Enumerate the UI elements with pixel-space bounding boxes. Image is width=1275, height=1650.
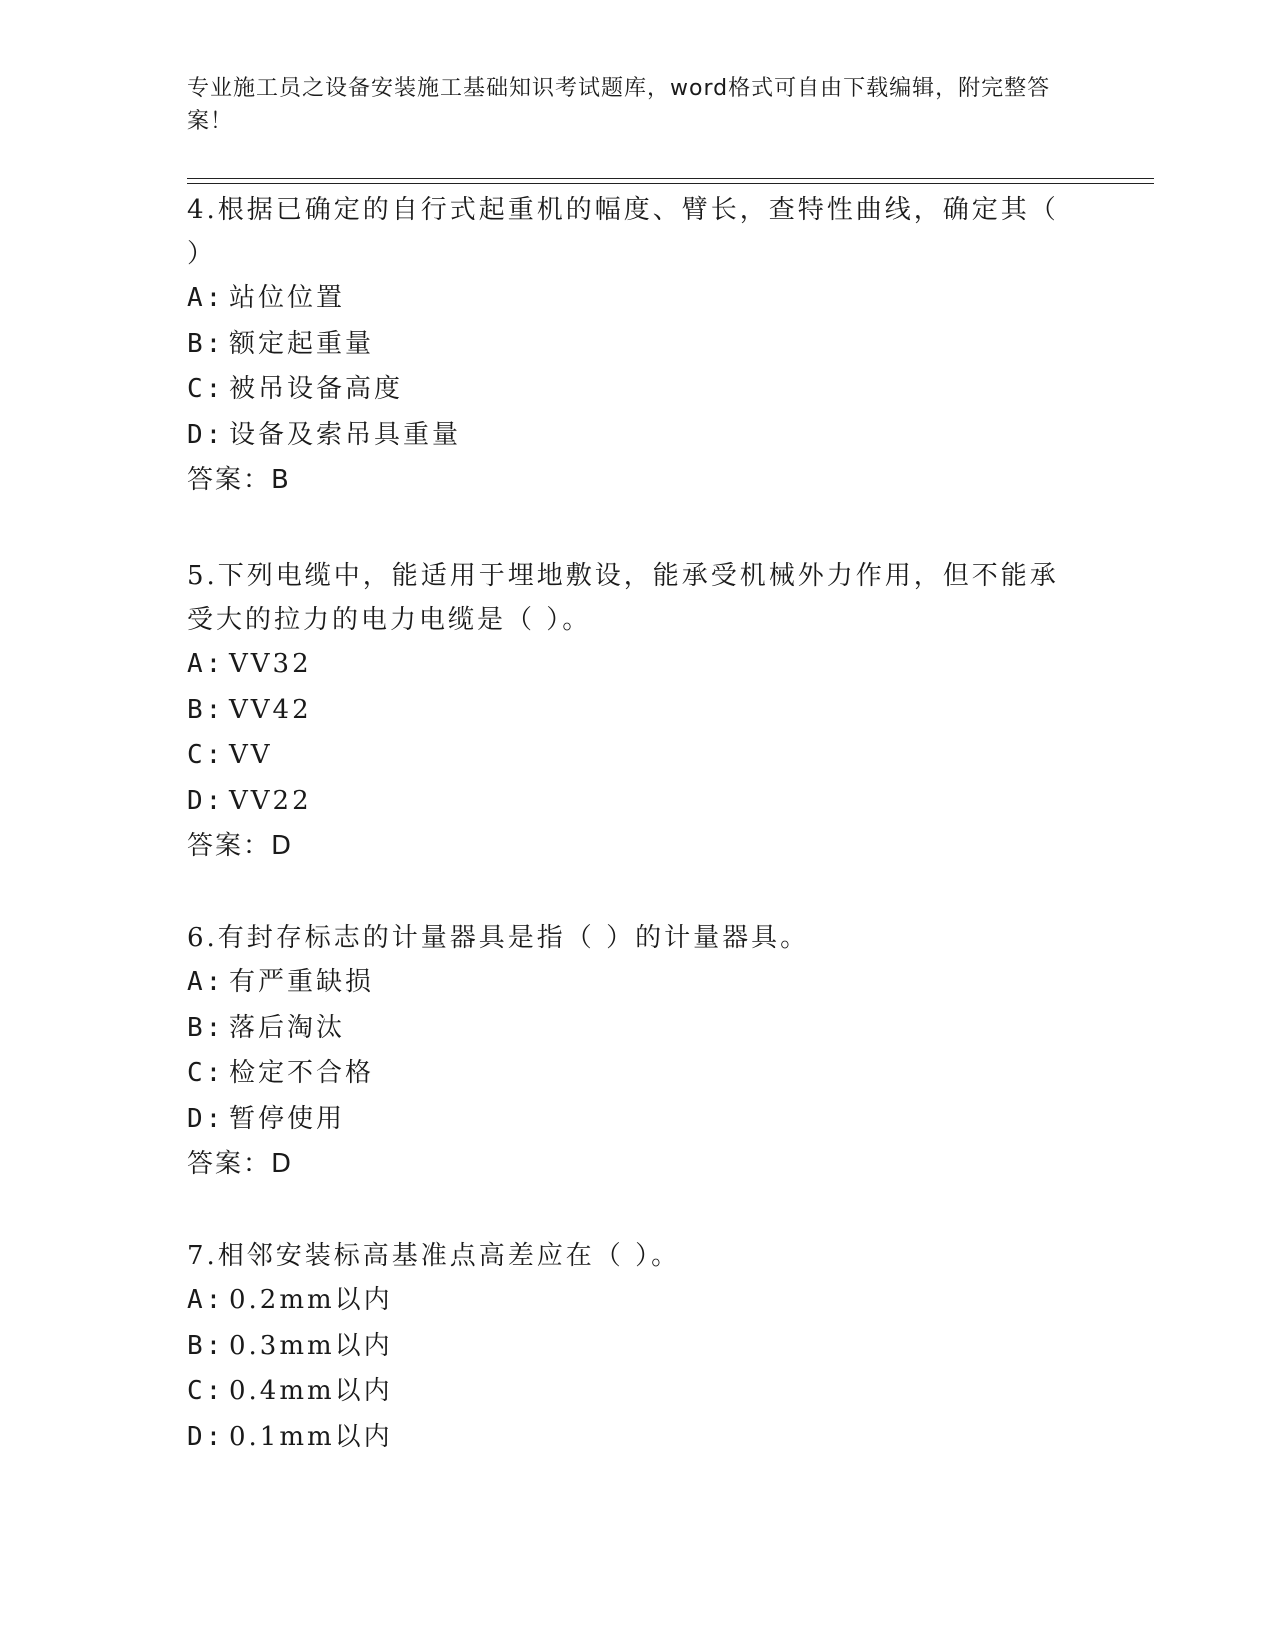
option-list — [187, 276, 1067, 458]
option-text: 设备及索吊具重量 — [229, 419, 462, 450]
option-letter: A: — [187, 283, 225, 313]
option-a — [187, 1278, 1067, 1324]
question-stem: 4.根据已确定的自行式起重机的幅度、臂长，查特性曲线，确定其（ ） — [187, 195, 1059, 269]
question-4 — [187, 188, 1067, 502]
option-letter: A: — [187, 1285, 225, 1315]
option-text: VV32 — [229, 649, 312, 679]
option-d — [187, 779, 1067, 825]
option-text: VV — [229, 740, 273, 770]
option-text: 暂停使用 — [229, 1103, 346, 1134]
option-a — [187, 642, 1067, 688]
header-divider-bottom — [187, 183, 1154, 184]
question-6 — [187, 916, 1067, 1186]
option-text: 有严重缺损 — [229, 967, 375, 997]
option-d — [187, 413, 1067, 459]
option-letter: A: — [187, 649, 225, 679]
option-letter: D: — [187, 1421, 225, 1452]
option-text: 被吊设备高度 — [229, 374, 404, 404]
option-text: 0.2mm以内 — [229, 1285, 393, 1315]
option-text: 检定不合格 — [229, 1058, 375, 1088]
option-b — [187, 1324, 1067, 1370]
option-letter: B: — [187, 328, 225, 359]
option-c — [187, 1051, 1067, 1097]
option-letter: B: — [187, 1012, 225, 1043]
option-letter: C: — [187, 1058, 225, 1088]
option-text: 0.4mm以内 — [229, 1376, 393, 1406]
option-c — [187, 367, 1067, 413]
option-a — [187, 276, 1067, 322]
option-text: 落后淘汰 — [229, 1012, 346, 1043]
option-letter: D: — [187, 1103, 225, 1134]
question-5 — [187, 554, 1067, 868]
question-stem: 6.有封存标志的计量器具是指（ ）的计量器具。 — [187, 923, 810, 953]
option-text: VV22 — [229, 785, 312, 816]
option-text: 0.1mm以内 — [229, 1421, 393, 1452]
option-b — [187, 1006, 1067, 1052]
option-a — [187, 960, 1067, 1006]
option-c — [187, 1369, 1067, 1415]
option-b — [187, 688, 1067, 734]
option-list — [187, 642, 1067, 824]
header-divider-top — [187, 178, 1154, 179]
option-text: 站位位置 — [229, 283, 346, 313]
answer-line: 答案：B — [187, 465, 291, 495]
option-list — [187, 1278, 1067, 1460]
option-letter: A: — [187, 967, 225, 997]
option-letter: B: — [187, 694, 225, 725]
option-letter: C: — [187, 740, 225, 770]
answer-line: 答案：D — [187, 831, 294, 861]
option-d — [187, 1415, 1067, 1461]
option-letter: C: — [187, 1376, 225, 1406]
document-header: 专业施工员之设备安装施工基础知识考试题库，word格式可自由下载编辑，附完整答案！ — [187, 76, 1051, 134]
option-text: 0.3mm以内 — [229, 1330, 393, 1361]
option-letter: D: — [187, 785, 225, 816]
question-7 — [187, 1234, 1067, 1460]
option-c — [187, 733, 1067, 779]
question-stem: 5.下列电缆中，能适用于埋地敷设，能承受机械外力作用，但不能承受大的拉力的电力电缆是（ ）。 — [187, 561, 1059, 635]
option-b — [187, 322, 1067, 368]
option-d — [187, 1097, 1067, 1143]
option-letter: B: — [187, 1330, 225, 1361]
option-letter: C: — [187, 374, 225, 404]
option-letter: D: — [187, 419, 225, 450]
option-list — [187, 960, 1067, 1142]
option-text: VV42 — [229, 694, 312, 725]
answer-line: 答案：D — [187, 1149, 294, 1179]
option-text: 额定起重量 — [229, 328, 375, 359]
question-stem: 7.相邻安装标高基准点高差应在（ ）。 — [187, 1241, 681, 1271]
